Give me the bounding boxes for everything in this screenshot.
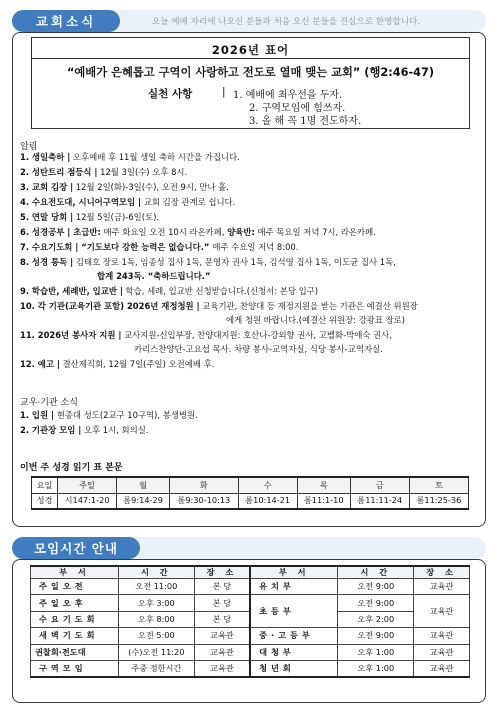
notice-item: 12. 예고 | 결산제직회, 12월 7일(주일) 오전예배 후. — [20, 359, 215, 369]
title-divider — [32, 58, 469, 59]
table-row: 권찰회·전도대 (수)오전 11:20 교육관 대청부 오후 1:00 교육관 — [31, 644, 470, 660]
member-news-item: 2. 기관장 모임 | 오후 1시, 회의실. — [20, 425, 149, 435]
notice-item: 5. 연말 당회 | 12월 5일(금)-6일(토). — [20, 212, 160, 222]
practice-label: 실천 사항 — [148, 88, 193, 100]
welcome-note: 오늘 예배 자리에 나오신 분들과 처음 오신 분들을 진심으로 환영합니다. — [152, 17, 421, 27]
table-row: 주일오전 오전 11:00 본 당 유치부 오전 9:00 교육관 — [31, 579, 470, 595]
notice-item: 9. 학습반, 세례반, 입교반 | 학습, 세례, 입교반 신청받습니다.(신청서: 본당 입구) — [20, 286, 319, 296]
notice-item: 4. 수요전도대, 시니어구역모임 | 교회 김장 관계로 쉽니다. — [20, 197, 236, 207]
notice-item: 11. 2026년 봉사자 지원 | 교사지원-신입부장, 찬양대지원: 호산나-강외향 권사, 고벨화-박애숙 권사, — [20, 330, 392, 340]
notice-item: 1. 생일축하 | 오후예배 후 11월 생일 축하 시간을 가집니다. — [20, 152, 240, 162]
table-row: 부 서 시 간 장 소 부 서 시 간 장 소 — [31, 566, 470, 579]
member-news-heading: 교우·기관 소식 — [20, 398, 78, 408]
notice-item: 3. 교회 김장 | 12월 2일(화)-3일(수), 오전 9시, 만나 홀. — [20, 182, 229, 192]
motto-box — [31, 37, 470, 129]
practice-item-1: 1. 예배에 최우선을 두자. — [233, 90, 343, 101]
bible-reading-table — [31, 476, 469, 510]
meeting-header-bar — [12, 537, 486, 559]
member-news-item: 1. 입원 | 현종대 성도(2교구 10구역), 봉생병원. — [20, 410, 198, 420]
table-row: 새벽기도회 오전 5:00 교육관 중·고등부 오전 9:00 교육관 — [31, 628, 470, 644]
news-header-bar — [12, 10, 486, 32]
notice-item: 8. 성경 통독 | 김태호 장로 1독, 임종성 집사 1독, 문영자 권사 1독, 김석영 집사 1독, 이도균 집사 1독, — [20, 257, 396, 267]
table-row: 구역모임 주중 정한시간 교육관 청년회 오후 1:00 교육관 — [31, 660, 470, 676]
notice-item: 2. 성탄트리 점등식 | 12월 3일(수) 오후 8시. — [20, 167, 188, 177]
year-title: 2026년 표어 — [211, 43, 290, 57]
notice-item-continued: 에게 청원 바랍니다.(예결산 위원장: 강광표 장로) — [226, 315, 406, 325]
table-row: 주일오후 오후 3:00 본 당 초등부 오전 9:00 교육관 — [31, 595, 470, 611]
notice-item: 10. 각 기관(교육기관 포함) 2026년 재정청원 | 교육기관, 찬양대 등 재정지원을 받는 기관은 예결산 위원장 — [20, 301, 418, 311]
practice-separator: | — [222, 86, 226, 98]
table-row: 성경 시147:1-20 롬9:14-29 롬9:30-10:13 롬10:14-21 롬11:1-10 롬11:11-24 롬11:25-36 — [32, 493, 469, 509]
notice-item-continued: 카리스찬양단-고요섭 목사. 차량 봉사-교역자실, 식당 봉사-교역자실. — [134, 344, 383, 354]
notice-item-continued: 합계 243독. “축하드립니다.” — [97, 271, 211, 281]
table-row: 수요기도회 오후 8:00 본 당 오후 2:00 — [31, 611, 470, 627]
notice-item: 6. 성경공부 | 초급반: 매주 화요일 오전 10시 라온카페, 양육반: 매주 목요일 저녁 7시, 라온카페. — [20, 227, 376, 237]
church-motto: “예배가 은혜롭고 구역이 사랑하고 전도로 열매 맺는 교회” (행2:46-47) — [66, 66, 435, 79]
news-header-title: 교회소식 — [12, 10, 120, 32]
notices-heading: 알림 — [20, 142, 38, 152]
table-row: 요일 주일 월 화 수 목 금 토 — [32, 477, 469, 493]
notice-item: 7. 수요기도회 | “기도보다 강한 능력은 없습니다.” 매주 수요일 저녁 8:00. — [20, 242, 299, 252]
practice-item-2: 2. 구역모임에 힘쓰자. — [249, 103, 346, 114]
reading-heading: 이번 주 성경 읽기 표 본문 — [20, 463, 123, 473]
meeting-time-table — [30, 565, 470, 678]
meeting-header-title: 모임시간 안내 — [12, 537, 140, 559]
practice-item-3: 3. 올 해 꼭 1명 전도하자. — [249, 116, 362, 127]
